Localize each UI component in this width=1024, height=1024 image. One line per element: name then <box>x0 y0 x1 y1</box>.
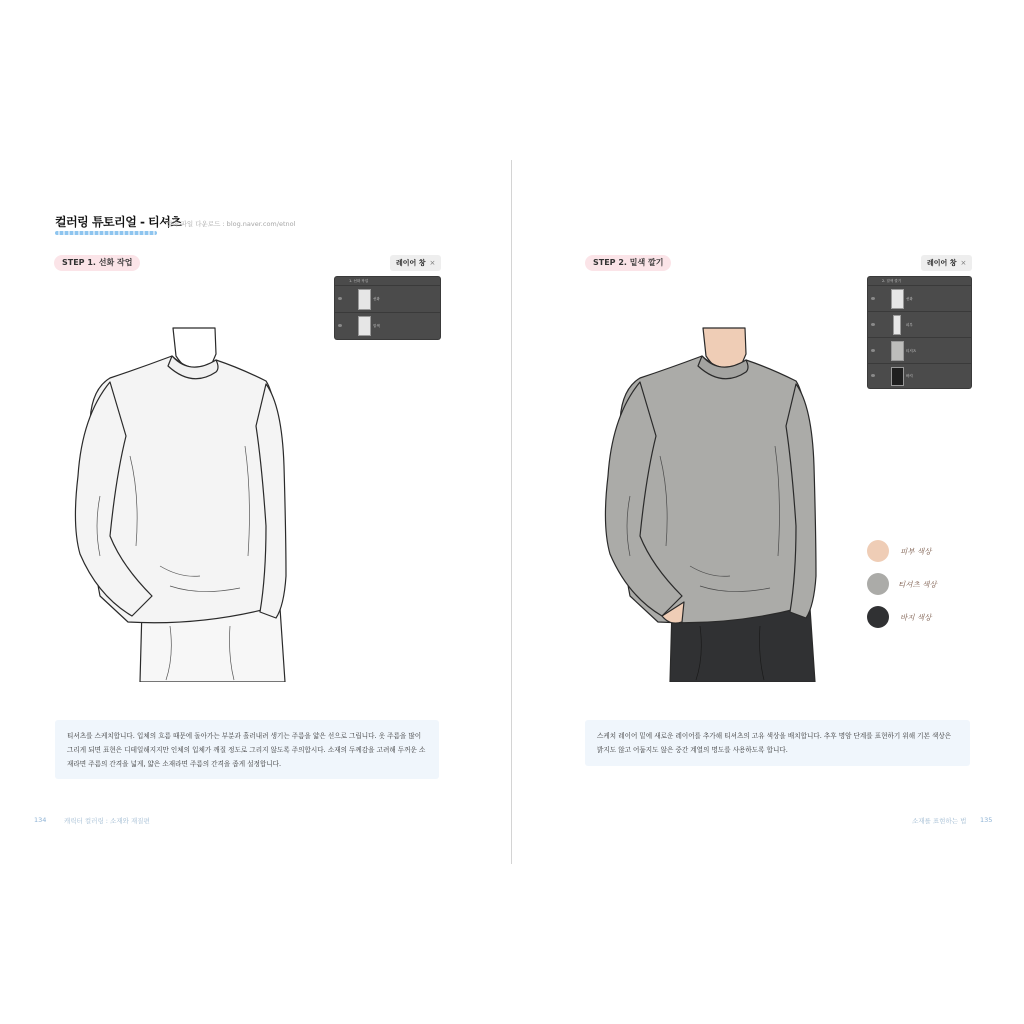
eye-icon[interactable] <box>338 324 342 327</box>
page-subtitle: 선화 파일 다운로드 : blog.naver.com/etnol <box>166 220 296 228</box>
swatch-label: 피부 색상 <box>900 547 932 556</box>
layer-window-button[interactable] <box>921 255 972 271</box>
description-box <box>585 720 970 766</box>
eye-icon[interactable] <box>871 323 875 326</box>
layer-group-header: 1. 선화 작업 <box>335 277 440 286</box>
layer-group-header: 2. 밑색 깔기 <box>868 277 971 286</box>
layer-thumbnail <box>358 316 371 336</box>
layer-name: 선화 <box>906 297 913 301</box>
layer-name: 바지 <box>906 374 913 378</box>
swatch-label: 티셔츠 색상 <box>898 580 937 589</box>
page-gutter <box>511 160 512 864</box>
running-footer: 소재를 표현하는 법 <box>912 817 967 825</box>
layer-row[interactable] <box>335 313 440 338</box>
layer-button-label: 레이어 창 <box>927 259 957 267</box>
close-icon[interactable]: × <box>429 259 436 267</box>
page-title: 컬러링 튜토리얼 - 티셔츠 <box>55 215 182 229</box>
step-badge: STEP 2. 밑색 깔기 <box>585 255 671 271</box>
layer-panel <box>868 277 971 388</box>
description-text: 스케치 레이어 밑에 새로운 레이어를 추가해 티셔츠의 고유 색상을 배치합니다. 추후 명암 단계를 표현하기 위해 기본 색상은 밝지도 않고 어둡지도 않은 중간 계열의 명도를 사용하도록 합니다. <box>597 732 952 754</box>
layer-window-button[interactable] <box>390 255 441 271</box>
eye-icon[interactable] <box>871 349 875 352</box>
layer-row[interactable] <box>868 286 971 312</box>
eye-icon[interactable] <box>871 374 875 377</box>
layer-panel <box>335 277 440 339</box>
layer-button-label: 레이어 창 <box>396 259 426 267</box>
close-icon[interactable]: × <box>960 259 967 267</box>
tshirt-color-swatch <box>867 573 889 595</box>
layer-row[interactable] <box>335 286 440 313</box>
layer-row[interactable] <box>868 338 971 364</box>
description-text: 티셔츠를 스케치합니다. 입체의 흐름 때문에 돌아가는 부분과 흘러내려 생기는 주름을 얇은 선으로 그립니다. 옷 주름을 많이 그리게 되면 표현은 디테일해지지만 인체의 입체가 깨질 정도로 그리지 않도록 주의합시다. 소재의 두께감을 고려해 두꺼운 소재라면 주름의 간격을 넓게, 얇은 소재라면 주름의 간격을 좁게 설정합니다. <box>67 732 426 768</box>
tshirt-lineart-illustration <box>70 326 300 682</box>
layer-row[interactable] <box>868 312 971 338</box>
step-badge: STEP 1. 선화 작업 <box>54 255 140 271</box>
description-box <box>55 720 439 779</box>
layer-thumbnail <box>358 289 371 310</box>
layer-thumbnail <box>891 341 904 361</box>
running-footer: 캐릭터 컬러링 : 소재와 재질편 <box>64 817 150 825</box>
layer-name: 선화 <box>373 297 380 301</box>
layer-name: 밑색 <box>373 324 380 328</box>
layer-thumbnail <box>891 289 904 309</box>
layer-name: 피부 <box>906 323 913 327</box>
pants-color-swatch <box>867 606 889 628</box>
swatch-label: 바지 색상 <box>900 613 932 622</box>
layer-thumbnail <box>893 315 901 335</box>
layer-name: 티셔츠 <box>906 349 917 353</box>
title-underline <box>55 231 157 235</box>
eye-icon[interactable] <box>871 297 875 300</box>
skin-color-swatch <box>867 540 889 562</box>
page-number: 135 <box>980 816 993 824</box>
tshirt-colored-illustration <box>600 326 830 682</box>
layer-thumbnail <box>891 367 904 386</box>
layer-row[interactable] <box>868 364 971 388</box>
eye-icon[interactable] <box>338 297 342 300</box>
page-number: 134 <box>34 816 47 824</box>
